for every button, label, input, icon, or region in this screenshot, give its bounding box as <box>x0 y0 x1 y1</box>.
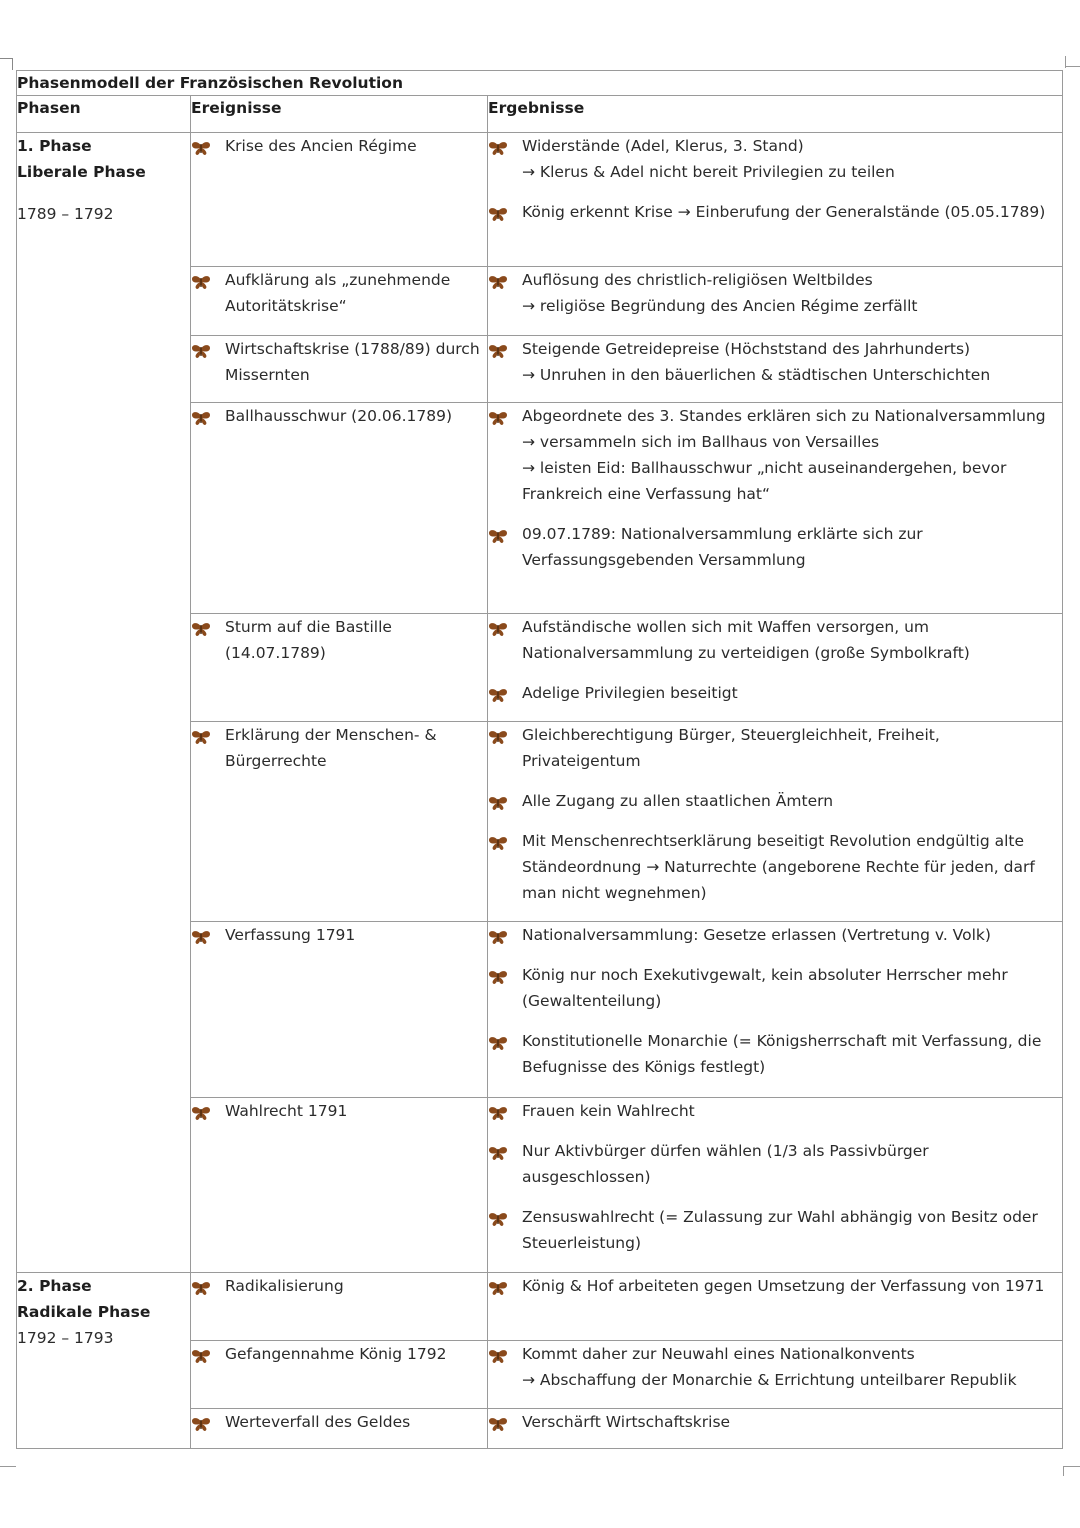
butterfly-icon <box>191 927 211 942</box>
result-text: König nur noch Exekutivgewalt, kein absoluter Herrscher mehr (Gewaltenteilung) <box>522 966 1008 1010</box>
butterfly-icon <box>191 727 211 742</box>
butterfly-icon <box>488 204 508 219</box>
corner-mark <box>1064 1466 1080 1467</box>
butterfly-icon <box>488 138 508 153</box>
phase-years: 1789 – 1792 <box>17 205 114 223</box>
result-cell <box>488 1409 1063 1449</box>
phase-table <box>16 70 1063 1449</box>
table-body <box>17 133 1063 1449</box>
result-text: Gleichberechtigung Bürger, Steuergleichheit, Freiheit, Privateigentum <box>522 726 940 770</box>
list-item <box>488 336 1062 388</box>
result-text: Adelige Privilegien beseitigt <box>522 684 738 702</box>
corner-mark <box>1066 66 1080 67</box>
butterfly-icon <box>488 408 508 423</box>
result-arrow-line: → Abschaffung der Monarchie & Errichtung unteilbarer Republik <box>522 1371 1017 1389</box>
butterfly-icon <box>191 1414 211 1429</box>
butterfly-icon <box>191 619 211 634</box>
list-item <box>488 267 1062 319</box>
event-text: Gefangennahme König 1792 <box>225 1345 447 1363</box>
list-item <box>191 1409 487 1435</box>
result-arrow-line: → Klerus & Adel nicht bereit Privilegien zu teilen <box>522 163 895 181</box>
butterfly-icon <box>488 967 508 982</box>
phase-name: Liberale Phase <box>17 163 146 181</box>
butterfly-icon <box>488 1103 508 1118</box>
list-item <box>488 521 1062 573</box>
list-item <box>488 1138 1062 1190</box>
phase-number: 1. Phase <box>17 137 92 155</box>
butterfly-icon <box>488 1033 508 1048</box>
event-cell <box>191 1409 488 1449</box>
butterfly-icon <box>488 341 508 356</box>
list-item <box>488 828 1062 906</box>
header-ereignisse: Ereignisse <box>191 96 488 133</box>
result-text: Zensuswahlrecht (= Zulassung zur Wahl abhängig von Besitz oder Steuerleistung) <box>522 1208 1038 1252</box>
butterfly-icon <box>488 1209 508 1224</box>
butterfly-icon <box>488 1414 508 1429</box>
event-text: Krise des Ancien Régime <box>225 137 417 155</box>
event-cell <box>191 267 488 336</box>
list-item <box>488 614 1062 666</box>
result-cell <box>488 922 1063 1098</box>
phase-years: 1792 – 1793 <box>17 1329 114 1347</box>
corner-mark <box>0 58 12 59</box>
event-text: Sturm auf die Bastille (14.07.1789) <box>225 618 392 662</box>
corner-mark <box>12 58 13 70</box>
list-item <box>191 133 487 159</box>
header-phasen: Phasen <box>17 96 191 133</box>
event-text: Wirtschaftskrise (1788/89) durch Missernten <box>225 340 480 384</box>
event-text: Werteverfall des Geldes <box>225 1413 411 1431</box>
result-cell <box>488 614 1063 722</box>
result-cell <box>488 1273 1063 1341</box>
butterfly-icon <box>488 793 508 808</box>
list-item <box>191 403 487 429</box>
list-item <box>488 1273 1062 1299</box>
list-item <box>191 614 487 666</box>
phase-cell <box>17 133 191 1273</box>
result-cell <box>488 1341 1063 1409</box>
event-cell <box>191 133 488 267</box>
result-text: Kommt daher zur Neuwahl eines Nationalkonvents <box>522 1345 915 1363</box>
butterfly-icon <box>488 272 508 287</box>
list-item <box>488 199 1062 225</box>
event-cell <box>191 614 488 722</box>
butterfly-icon <box>488 526 508 541</box>
result-text: Nationalversammlung: Gesetze erlassen (Vertretung v. Volk) <box>522 926 991 944</box>
event-text: Erklärung der Menschen- & Bürgerrechte <box>225 726 437 770</box>
result-text: König erkennt Krise → Einberufung der Generalstände (05.05.1789) <box>522 203 1046 221</box>
phase-number: 2. Phase <box>17 1277 92 1295</box>
butterfly-icon <box>488 833 508 848</box>
list-item <box>488 680 1062 706</box>
list-item <box>488 1204 1062 1256</box>
result-text: Frauen kein Wahlrecht <box>522 1102 695 1120</box>
result-cell <box>488 722 1063 922</box>
butterfly-icon <box>191 408 211 423</box>
result-cell <box>488 336 1063 403</box>
event-cell <box>191 722 488 922</box>
table-row <box>17 133 1063 267</box>
result-text: Nur Aktivbürger dürfen wählen (1/3 als Passivbürger ausgeschlossen) <box>522 1142 929 1186</box>
result-arrow-line: → Unruhen in den bäuerlichen & städtischen Unterschichten <box>522 366 991 384</box>
event-text: Aufklärung als „zunehmende Autoritätskrise“ <box>225 271 451 315</box>
event-cell <box>191 1273 488 1341</box>
butterfly-icon <box>488 927 508 942</box>
result-text: Mit Menschenrechtserklärung beseitigt Revolution endgültig alte Ständeordnung → Naturrechte (angeborene Rechte für jeden, darf man nicht wegnehmen) <box>522 832 1035 902</box>
corner-mark <box>1063 1466 1064 1476</box>
butterfly-icon <box>191 272 211 287</box>
event-cell <box>191 1341 488 1409</box>
corner-mark <box>1065 56 1066 68</box>
event-cell <box>191 1098 488 1273</box>
result-arrow-line: → religiöse Begründung des Ancien Régime zerfällt <box>522 297 918 315</box>
event-text: Wahlrecht 1791 <box>225 1102 348 1120</box>
result-text: Aufständische wollen sich mit Waffen versorgen, um Nationalversammlung zu verteidigen (große Symbolkraft) <box>522 618 970 662</box>
phase-name: Radikale Phase <box>17 1303 151 1321</box>
result-text: 09.07.1789: Nationalversammlung erklärte sich zur Verfassungsgebenden Versammlung <box>522 525 923 569</box>
list-item <box>488 722 1062 774</box>
event-text: Radikalisierung <box>225 1277 344 1295</box>
result-cell <box>488 1098 1063 1273</box>
event-text: Verfassung 1791 <box>225 926 356 944</box>
list-item <box>488 1341 1062 1393</box>
list-item <box>191 1098 487 1124</box>
list-item <box>488 962 1062 1014</box>
list-item <box>191 922 487 948</box>
list-item <box>191 1273 487 1299</box>
result-text: Alle Zugang zu allen staatlichen Ämtern <box>522 792 834 810</box>
list-item <box>488 403 1062 507</box>
result-arrow-line: → leisten Eid: Ballhausschwur „nicht auseinandergehen, bevor Frankreich eine Verfassung hat“ <box>522 459 1007 503</box>
result-text: Konstitutionelle Monarchie (= Königsherrschaft mit Verfassung, die Befugnisse des Königs festlegt) <box>522 1032 1042 1076</box>
result-text: Widerstände (Adel, Klerus, 3. Stand) <box>522 137 804 155</box>
butterfly-icon <box>488 1143 508 1158</box>
butterfly-icon <box>488 619 508 634</box>
list-item <box>191 267 487 319</box>
list-item <box>488 1098 1062 1124</box>
result-cell <box>488 133 1063 267</box>
list-item <box>488 788 1062 814</box>
table-row <box>17 1273 1063 1341</box>
list-item <box>191 336 487 388</box>
result-text: Steigende Getreidepreise (Höchststand des Jahrhunderts) <box>522 340 971 358</box>
result-arrow-line: → versammeln sich im Ballhaus von Versailles <box>522 433 880 451</box>
event-cell <box>191 336 488 403</box>
butterfly-icon <box>488 1346 508 1361</box>
butterfly-icon <box>191 1346 211 1361</box>
result-text: König & Hof arbeiteten gegen Umsetzung der Verfassung von 1971 <box>522 1277 1045 1295</box>
result-text: Verschärft Wirtschaftskrise <box>522 1413 731 1431</box>
list-item <box>191 722 487 774</box>
list-item <box>191 1341 487 1367</box>
corner-mark <box>0 1466 16 1467</box>
phase-cell <box>17 1273 191 1449</box>
event-text: Ballhausschwur (20.06.1789) <box>225 407 453 425</box>
event-cell <box>191 922 488 1098</box>
butterfly-icon <box>191 341 211 356</box>
list-item <box>488 133 1062 185</box>
list-item <box>488 1028 1062 1080</box>
butterfly-icon <box>191 138 211 153</box>
result-cell <box>488 267 1063 336</box>
result-text: Auflösung des christlich-religiösen Weltbildes <box>522 271 873 289</box>
header-ergebnisse: Ergebnisse <box>488 96 1063 133</box>
table-title: Phasenmodell der Französischen Revolution <box>17 71 1063 96</box>
list-item <box>488 1409 1062 1435</box>
list-item <box>488 922 1062 948</box>
event-cell <box>191 403 488 614</box>
butterfly-icon <box>191 1278 211 1293</box>
butterfly-icon <box>488 727 508 742</box>
butterfly-icon <box>488 685 508 700</box>
butterfly-icon <box>191 1103 211 1118</box>
result-text: Abgeordnete des 3. Standes erklären sich zu Nationalversammlung <box>522 407 1046 425</box>
butterfly-icon <box>488 1278 508 1293</box>
result-cell <box>488 403 1063 614</box>
